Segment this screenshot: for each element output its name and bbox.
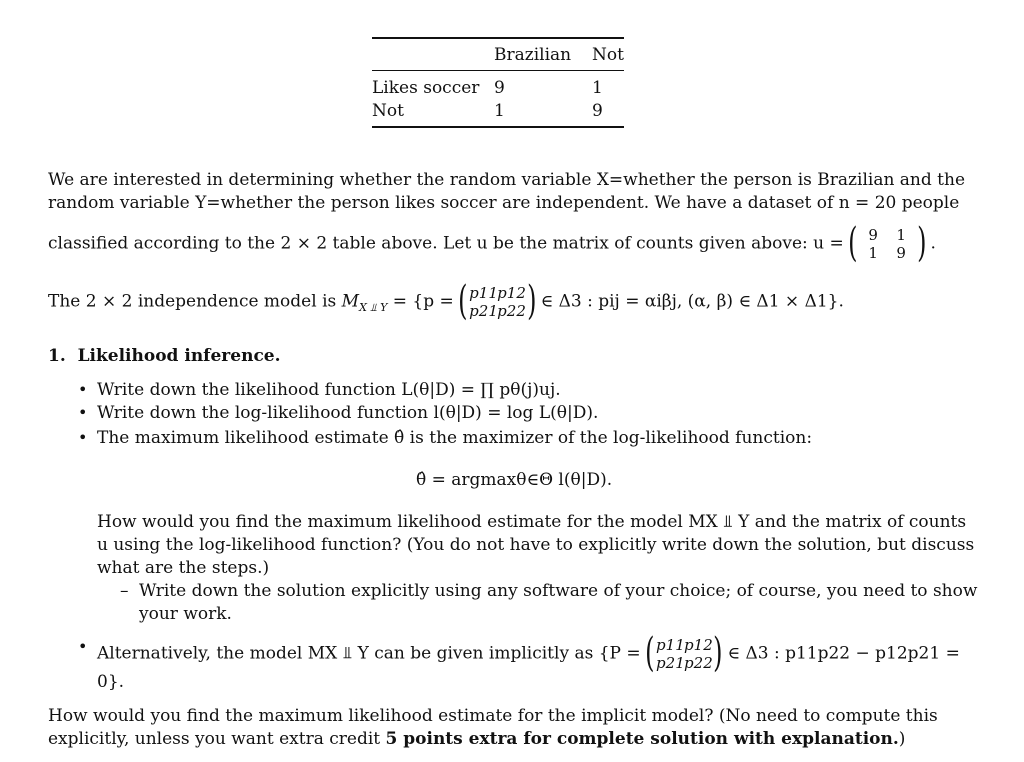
table-mid-rule — [372, 70, 624, 71]
intro-line-1: We are interested in determining whether the random variable X=whether the person is Brazilian and the — [48, 170, 966, 190]
sub-bullet-line-2: your work. — [139, 604, 232, 624]
matrix-entry: p21 — [469, 302, 498, 320]
matrix-entry: p12 — [497, 284, 526, 302]
section-heading — [48, 345, 281, 367]
table-row-label: Not — [372, 101, 404, 121]
matrix-entry: p11 — [469, 284, 498, 302]
alt-p-matrix: ( p11p12 p21p22 ) — [645, 630, 723, 676]
sub-bullet-line-1: Write down the solution explicitly using any software of your choice; of course, you need to show — [139, 581, 978, 601]
model-definition — [48, 278, 844, 324]
table-cell: 9 — [592, 101, 603, 121]
question-line-2: u using the log-likelihood function? (You do not have to explicitly write down the solution, but discuss — [97, 535, 975, 555]
u-matrix: ( 9 1 1 9 ) — [848, 220, 927, 266]
model-symbol: M — [341, 291, 360, 312]
final-line-2-pre: explicitly, unless you want extra credit — [48, 729, 381, 749]
bullet-likelihood: Write down the likelihood function L(θ|D) = ∏ pθ(j)uj. — [97, 380, 561, 400]
bullet-dot: • — [78, 637, 88, 656]
final-line-2 — [48, 728, 905, 750]
p-matrix: ( p11p12 p21p22 ) — [458, 278, 537, 324]
intro-line-2: random variable Y=whether the person likes soccer are independent. We have a dataset of n = 20 people — [48, 193, 960, 213]
extra-credit-note: 5 points extra for complete solution with explanation. — [385, 729, 899, 749]
table-row-label: Likes soccer — [372, 78, 480, 98]
alt-line-2: 0}. — [97, 672, 125, 692]
table-cell: 1 — [494, 101, 505, 121]
model-subscript: X ⫫ Y — [359, 300, 388, 314]
matrix-entry: p22 — [684, 654, 713, 672]
table-header-not: Not — [592, 45, 624, 65]
table-header-brazilian: Brazilian — [494, 45, 572, 65]
matrix-entry: p21 — [656, 654, 685, 672]
matrix-entry: 1 — [896, 226, 906, 244]
matrix-entry: p11 — [656, 636, 685, 654]
matrix-entry: 9 — [896, 244, 906, 262]
bullet-dot: • — [78, 428, 88, 447]
display-equation: θ̂ = argmaxθ∈Θ l(θ|D). — [416, 470, 613, 490]
table-top-rule — [372, 37, 624, 39]
intro-line-3-end: . — [930, 233, 936, 254]
table-cell: 9 — [494, 78, 505, 98]
bullet-mle: The maximum likelihood estimate θ̂ is the maximizer of the log-likelihood function: — [97, 428, 813, 448]
model-pre: The 2 × 2 independence model is — [48, 291, 337, 312]
question-line-3: what are the steps.) — [97, 558, 270, 578]
alt-model-line — [97, 630, 960, 676]
matrix-entry: 9 — [868, 226, 878, 244]
intro-line-3 — [48, 220, 936, 266]
table-cell: 1 — [592, 78, 603, 98]
section-title: Likelihood inference. — [77, 346, 281, 366]
alt-post: ∈ Δ3 : p11p22 − p12p21 = — [727, 643, 960, 664]
matrix-entry: p12 — [684, 636, 713, 654]
intro-line-3-text: classified according to the 2 × 2 table above. Let u be the matrix of counts given above: u = — [48, 233, 844, 254]
model-mid: = {p = — [392, 291, 454, 312]
bullet-dot: • — [78, 403, 88, 422]
alt-pre: Alternatively, the model MX ⫫ Y can be given implicitly as {P = — [97, 643, 641, 664]
sub-bullet-dash: – — [120, 581, 129, 601]
section-number: 1. — [48, 346, 66, 366]
table-bottom-rule — [372, 126, 624, 128]
question-line-1: How would you find the maximum likelihood estimate for the model MX ⫫ Y and the matrix of counts — [97, 512, 967, 532]
bullet-dot: • — [78, 380, 88, 399]
matrix-entry: p22 — [497, 302, 526, 320]
bullet-log-likelihood: Write down the log-likelihood function l(θ|D) = log L(θ|D). — [97, 403, 599, 423]
final-line-1: How would you find the maximum likelihood estimate for the implicit model? (No need to compute this — [48, 706, 938, 726]
final-line-2-post: ) — [898, 729, 906, 749]
matrix-entry: 1 — [868, 244, 878, 262]
model-post: ∈ Δ3 : pij = αiβj, (α, β) ∈ Δ1 × Δ1}. — [540, 291, 844, 312]
